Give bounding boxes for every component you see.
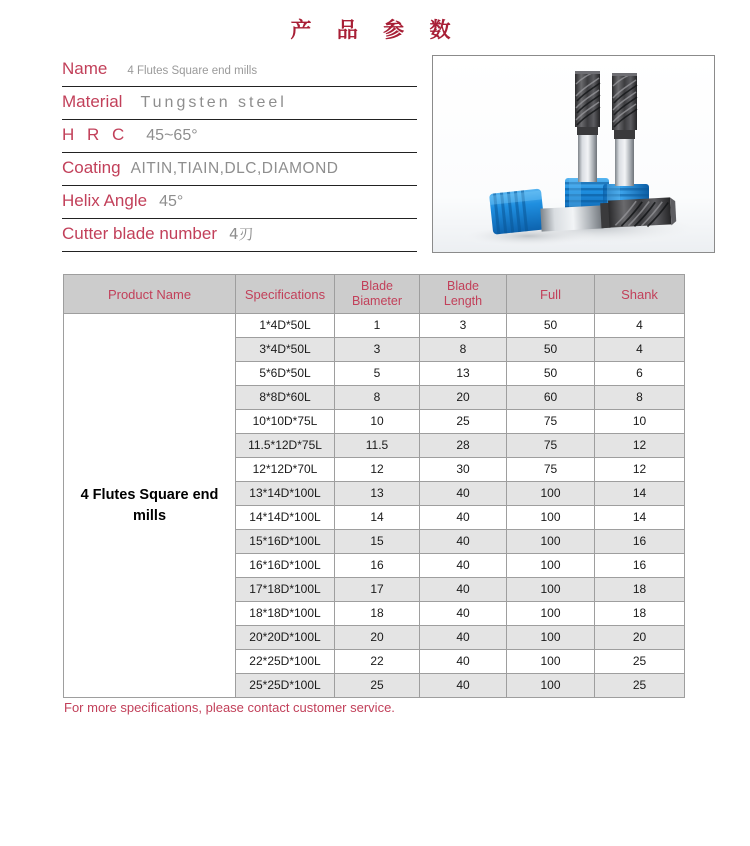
cell-shank: 12 — [595, 458, 685, 482]
cell-spec: 16*16D*100L — [236, 554, 335, 578]
cell-length: 40 — [420, 530, 507, 554]
cell-spec: 13*14D*100L — [236, 482, 335, 506]
column-header-blade-length — [420, 275, 507, 314]
cell-length: 40 — [420, 554, 507, 578]
cell-diameter: 8 — [335, 386, 420, 410]
spec-row-cutter-blade-number — [62, 219, 417, 252]
cell-spec: 10*10D*75L — [236, 410, 335, 434]
cell-length: 40 — [420, 506, 507, 530]
column-header-blade-length-line1: Blade — [447, 279, 479, 293]
cell-spec: 8*8D*60L — [236, 386, 335, 410]
cell-shank: 14 — [595, 482, 685, 506]
cell-shank: 10 — [595, 410, 685, 434]
cell-shank: 18 — [595, 578, 685, 602]
column-header-blade-length-line2: Length — [443, 294, 483, 308]
cell-full: 100 — [507, 578, 595, 602]
cell-length: 8 — [420, 338, 507, 362]
spec-label-hrc: H R C — [62, 125, 129, 144]
column-header-blade-diameter-line2: Biameter — [351, 294, 403, 308]
customer-service-note: For more specifications, please contact customer service. — [64, 700, 395, 715]
cell-length: 40 — [420, 650, 507, 674]
cell-diameter: 11.5 — [335, 434, 420, 458]
cell-length: 30 — [420, 458, 507, 482]
cell-shank: 4 — [595, 314, 685, 338]
column-header-shank: Shank — [595, 275, 685, 314]
cell-spec: 25*25D*100L — [236, 674, 335, 698]
cell-shank: 20 — [595, 626, 685, 650]
spec-row-material — [62, 87, 417, 120]
specifications-table — [63, 274, 685, 698]
cell-length: 40 — [420, 626, 507, 650]
cell-length: 28 — [420, 434, 507, 458]
spec-label-material: Material — [62, 92, 123, 111]
cell-diameter: 16 — [335, 554, 420, 578]
spec-label-helix-angle: Helix Angle — [62, 191, 148, 210]
cell-diameter: 10 — [335, 410, 420, 434]
column-header-product-name: Product Name — [64, 275, 236, 314]
cell-length: 40 — [420, 482, 507, 506]
cell-length: 20 — [420, 386, 507, 410]
cell-full: 75 — [507, 410, 595, 434]
cell-full: 100 — [507, 650, 595, 674]
cell-full: 75 — [507, 434, 595, 458]
cell-diameter: 18 — [335, 602, 420, 626]
cell-diameter: 3 — [335, 338, 420, 362]
cell-spec: 18*18D*100L — [236, 602, 335, 626]
cell-full: 50 — [507, 362, 595, 386]
cell-full: 100 — [507, 674, 595, 698]
cell-full: 100 — [507, 554, 595, 578]
cell-diameter: 22 — [335, 650, 420, 674]
spec-value-material: Tungsten steel — [140, 94, 287, 111]
cell-length: 25 — [420, 410, 507, 434]
spec-row-coating — [62, 153, 417, 186]
cell-spec: 3*4D*50L — [236, 338, 335, 362]
cell-diameter: 25 — [335, 674, 420, 698]
cell-length: 13 — [420, 362, 507, 386]
cell-diameter: 1 — [335, 314, 420, 338]
cell-length: 40 — [420, 674, 507, 698]
spec-value-cutter-blade-number: 4刃 — [228, 225, 254, 243]
cell-shank: 16 — [595, 554, 685, 578]
product-image — [432, 55, 715, 253]
cell-shank: 16 — [595, 530, 685, 554]
cell-full: 50 — [507, 338, 595, 362]
cell-shank: 8 — [595, 386, 685, 410]
cell-full: 100 — [507, 530, 595, 554]
cell-spec: 15*16D*100L — [236, 530, 335, 554]
spec-value-hrc: 45~65° — [146, 127, 198, 144]
table-header-row — [64, 275, 685, 314]
cell-diameter: 12 — [335, 458, 420, 482]
spec-label-cutter-blade-number: Cutter blade number — [62, 224, 217, 243]
spec-row-name — [62, 54, 417, 87]
spec-row-hrc — [62, 120, 417, 153]
cell-diameter: 20 — [335, 626, 420, 650]
cell-spec: 5*6D*50L — [236, 362, 335, 386]
cell-spec: 1*4D*50L — [236, 314, 335, 338]
cell-spec: 17*18D*100L — [236, 578, 335, 602]
cell-spec: 22*25D*100L — [236, 650, 335, 674]
cell-spec: 11.5*12D*75L — [236, 434, 335, 458]
cell-spec: 12*12D*70L — [236, 458, 335, 482]
specification-list — [62, 54, 417, 252]
cell-shank: 14 — [595, 506, 685, 530]
cell-shank: 6 — [595, 362, 685, 386]
spec-value-coating: AITIN,TIAIN,DLC,DIAMOND — [130, 160, 339, 177]
spec-row-helix-angle — [62, 186, 417, 219]
cell-diameter: 15 — [335, 530, 420, 554]
column-header-specifications: Specifications — [236, 275, 335, 314]
cell-full: 100 — [507, 626, 595, 650]
column-header-blade-diameter-line1: Blade — [361, 279, 393, 293]
merged-product-name-cell: 4 Flutes Square end mills — [64, 314, 236, 698]
cell-diameter: 14 — [335, 506, 420, 530]
spec-label-name: Name — [62, 59, 108, 78]
cell-full: 100 — [507, 506, 595, 530]
page-title: 产 品 参 数 — [290, 18, 460, 42]
cell-full: 75 — [507, 458, 595, 482]
cell-full: 50 — [507, 314, 595, 338]
cell-length: 3 — [420, 314, 507, 338]
table-row — [64, 314, 685, 338]
spec-label-coating: Coating — [62, 158, 121, 177]
column-header-full: Full — [507, 275, 595, 314]
cell-spec: 20*20D*100L — [236, 626, 335, 650]
cell-shank: 4 — [595, 338, 685, 362]
table-body — [64, 314, 685, 698]
cell-diameter: 17 — [335, 578, 420, 602]
cell-full: 60 — [507, 386, 595, 410]
column-header-blade-diameter — [335, 275, 420, 314]
cell-length: 40 — [420, 578, 507, 602]
spec-value-name: 4 Flutes Square end mills — [127, 65, 258, 77]
cell-shank: 12 — [595, 434, 685, 458]
cell-full: 100 — [507, 482, 595, 506]
cell-diameter: 5 — [335, 362, 420, 386]
cell-spec: 14*14D*100L — [236, 506, 335, 530]
cell-diameter: 13 — [335, 482, 420, 506]
end-mills-illustration — [433, 56, 714, 252]
cell-shank: 25 — [595, 650, 685, 674]
spec-value-helix-angle: 45° — [159, 193, 184, 210]
cell-shank: 18 — [595, 602, 685, 626]
cell-full: 100 — [507, 602, 595, 626]
cell-length: 40 — [420, 602, 507, 626]
cell-shank: 25 — [595, 674, 685, 698]
